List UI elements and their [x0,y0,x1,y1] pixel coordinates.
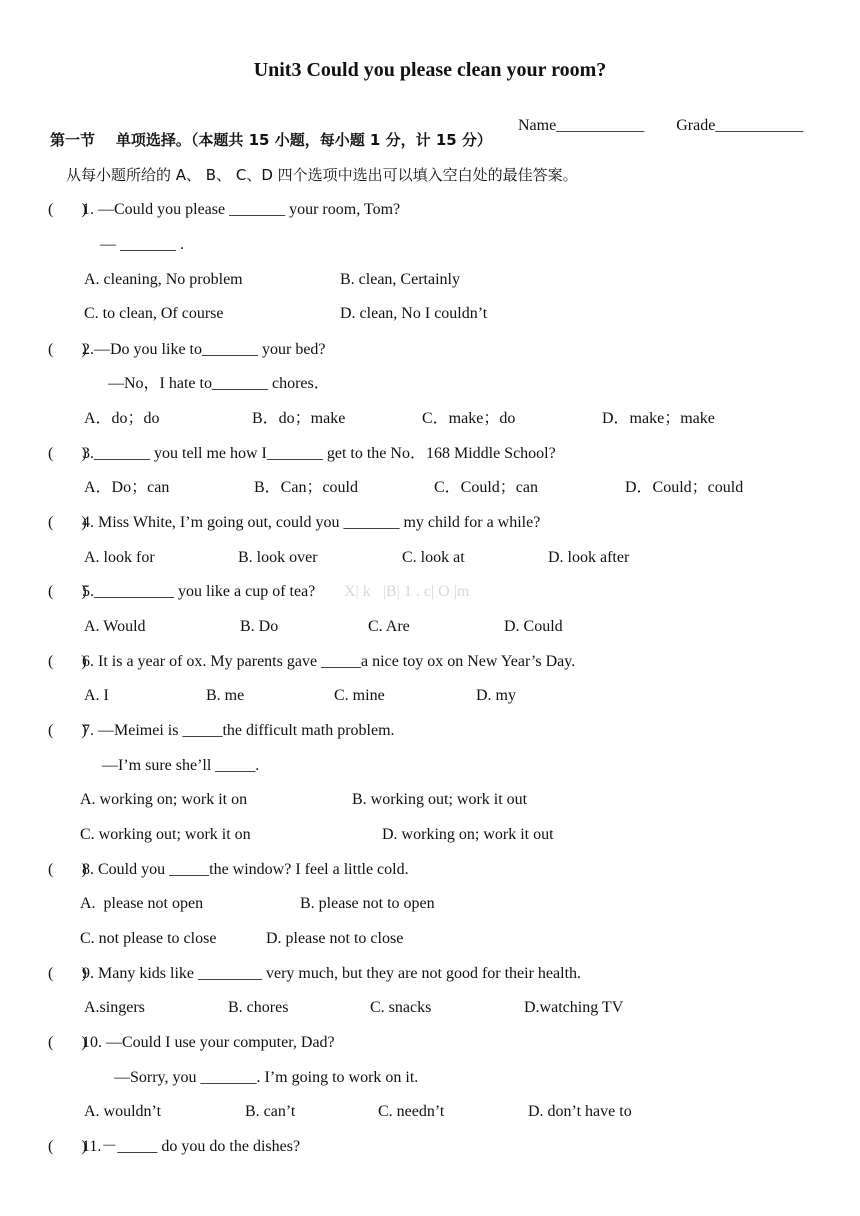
question-7-option-d: D. working on; work it out [382,826,554,843]
question-5-paren: ( ) [48,583,87,600]
question-4-option-d: D. look after [548,549,630,566]
question-1-paren: ( ) [48,201,87,218]
question-2-paren: ( ) [48,341,87,358]
question-6-option-b: B. me [206,687,245,704]
question-6-option-d: D. my [476,687,516,704]
question-8-option-a: A. please not open [80,895,204,912]
question-4-option-a: A. look for [84,549,155,566]
question-8-option-c: C. not please to close [80,930,217,947]
question-8-option-b: B. please not to open [300,895,435,912]
question-10-option-d: D. don’t have to [528,1103,632,1120]
question-1-option-a: A. cleaning, No problem [84,271,243,288]
name-grade-line [510,96,803,136]
question-9-option-b: B. chores [228,999,289,1016]
question-2-option-a: A．do；do [84,410,160,427]
question-6-option-c: C. mine [334,687,385,704]
section-instruction: 从每小题所给的 A、 B、 C、D 四个选项中选出可以填入空白处的最佳答案。 [66,166,578,184]
document-title: Unit3 Could you please clean your room? [253,59,607,81]
question-8-text: 8. Could you _____the window? I feel a little cold. [82,861,409,878]
question-9-option-d: D.watching TV [524,999,624,1016]
question-5-option-a: A. Would [84,618,146,635]
question-4-text: 4. Miss White, I’m going out, could you _______ my child for a while? [82,514,541,531]
question-3-option-d: D．Could；could [625,479,744,496]
question-2-option-b: B．do；make [252,410,346,427]
watermark-text: X| k |B| 1 . c| O |m [344,583,470,600]
question-11-text: 11.－_____ do you do the dishes? [82,1138,301,1155]
question-8-option-d: D. please not to close [266,930,404,947]
question-7-option-c: C. working out; work it on [80,826,251,843]
question-2-reply: —No，I hate to_______ chores． [108,375,330,392]
question-3-option-a: A．Do；can [84,479,170,496]
question-7-option-b: B. working out; work it out [352,791,528,808]
question-9-option-a: A.singers [84,999,145,1016]
question-10-option-b: B. can’t [245,1103,296,1120]
question-3-option-b: B．Can；could [254,479,358,496]
question-5-option-b: B. Do [240,618,279,635]
question-1-option-c: C. to clean, Of course [84,305,224,322]
question-3-option-c: C．Could；can [434,479,538,496]
question-7-text: 7. —Meimei is _____the difficult math problem. [82,722,395,739]
question-8-paren: ( ) [48,861,87,878]
question-3-paren: ( ) [48,445,87,462]
question-2-option-d: D．make；make [602,410,715,427]
question-5-option-d: D. Could [504,618,563,635]
question-10-option-a: A. wouldn’t [84,1103,162,1120]
question-5-text: 5.__________ you like a cup of tea? [82,583,316,600]
grade-field-label: Grade___________ [676,117,804,134]
question-7-reply: —I’m sure she’ll _____. [102,757,260,774]
question-1-option-d: D. clean, No I couldn’t [340,305,488,322]
question-9-text: 9. Many kids like ________ very much, but they are not good for their health. [82,965,582,982]
question-11-paren: ( ) [48,1138,87,1155]
question-3-text: 3._______ you tell me how I_______ get to the No．168 Middle School? [82,445,556,462]
question-10-reply: —Sorry, you _______. I’m going to work on it. [114,1069,419,1086]
question-1-text: 1. —Could you please _______ your room, Tom? [82,201,401,218]
section-title: 第一节 单项选择。（本题共 15 小题，每小题 1 分，计 15 分） [50,131,492,149]
question-4-option-c: C. look at [402,549,465,566]
question-2-option-c: C．make；do [422,410,516,427]
question-10-option-c: C. needn’t [378,1103,445,1120]
question-7-paren: ( ) [48,722,87,739]
question-10-paren: ( ) [48,1034,87,1051]
question-9-paren: ( ) [48,965,87,982]
question-9-option-c: C. snacks [370,999,432,1016]
question-6-text: 6. It is a year of ox. My parents gave _____a nice toy ox on New Year’s Day. [82,653,576,670]
question-5-option-c: C. Are [368,618,410,635]
question-6-paren: ( ) [48,653,87,670]
question-2-text: 2.—Do you like to_______ your bed? [82,341,326,358]
question-7-option-a: A. working on; work it on [80,791,248,808]
question-10-text: 10. —Could I use your computer, Dad? [82,1034,335,1051]
name-field-label: Name___________ [518,117,645,134]
question-1-reply: — _______ . [100,236,184,253]
question-4-paren: ( ) [48,514,87,531]
question-1-option-b: B. clean, Certainly [340,271,460,288]
question-6-option-a: A. I [84,687,109,704]
question-4-option-b: B. look over [238,549,318,566]
